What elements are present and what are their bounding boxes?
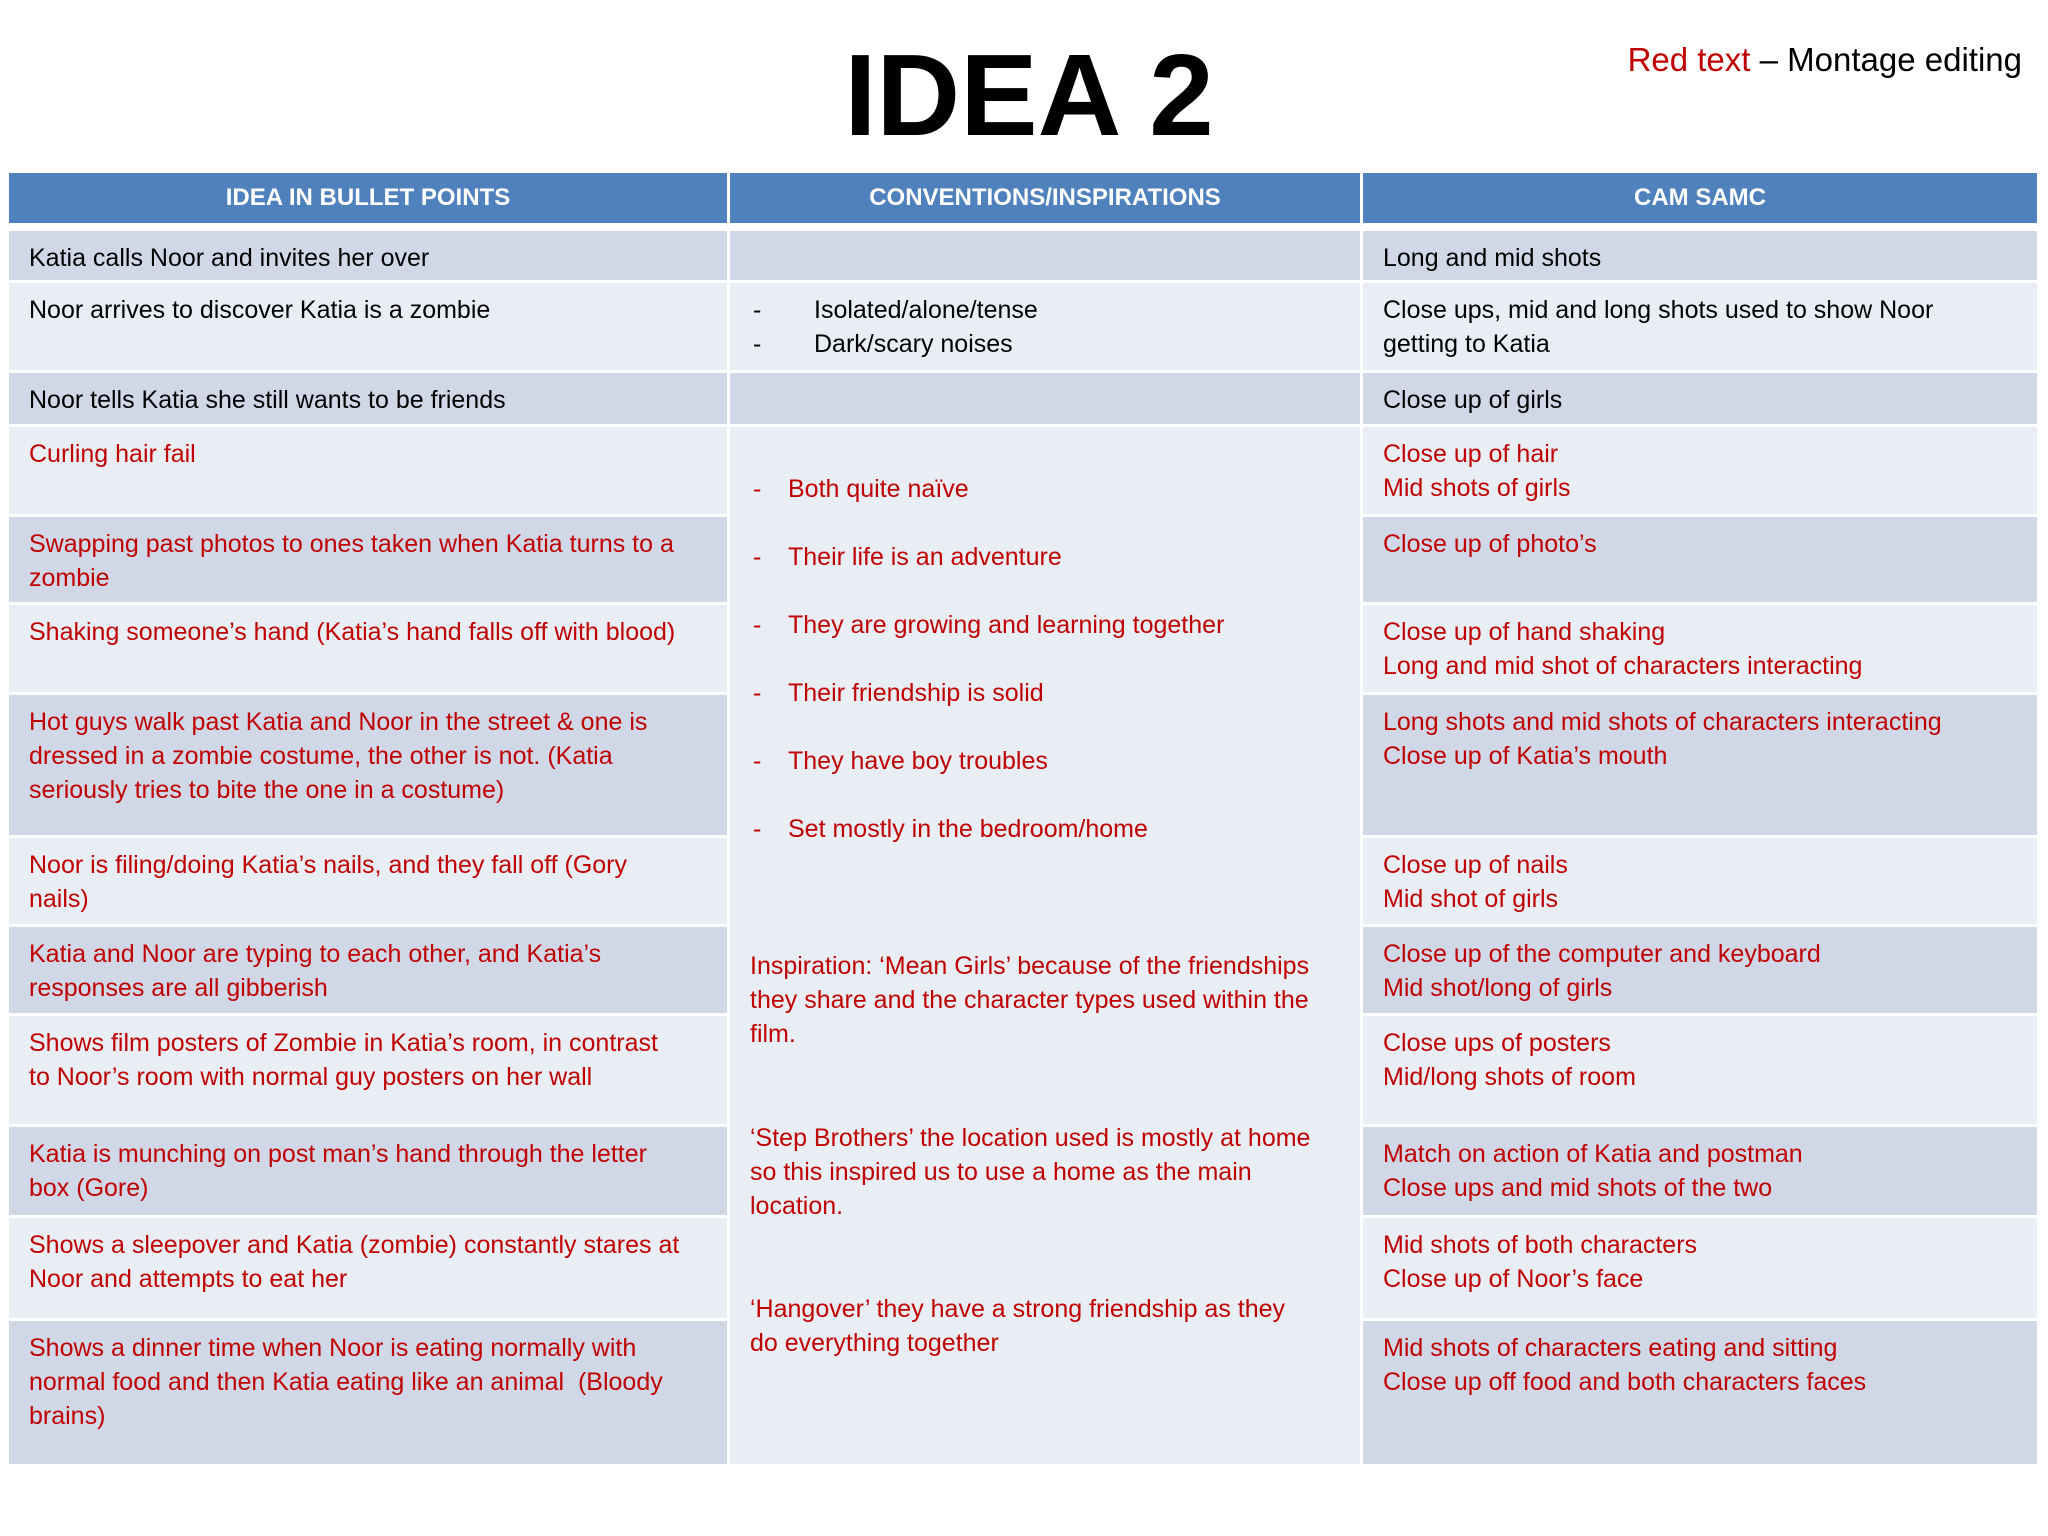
color-legend xyxy=(1628,40,2022,80)
cam-text-line: getting to Katia xyxy=(1383,330,1550,358)
cam-samc-cell xyxy=(1363,283,2037,370)
idea-cell xyxy=(9,517,727,602)
convention-bullet-item xyxy=(750,608,1340,642)
idea-text-line: zombie xyxy=(29,564,110,592)
idea-cell xyxy=(9,231,727,280)
header-cam-samc: CAM SAMC xyxy=(1363,173,2037,223)
bullet-dash: - xyxy=(753,296,762,324)
idea-text-line: Katia calls Noor and invites her over xyxy=(29,244,430,272)
idea-cell xyxy=(9,838,727,924)
cam-text-line: Close up of nails xyxy=(1383,851,1568,879)
cam-text-line: Close ups, mid and long shots used to show Noor xyxy=(1383,296,1934,324)
idea-text-line: brains) xyxy=(29,1402,106,1430)
slide-title: IDEA 2 xyxy=(844,30,1214,160)
cam-samc-cell xyxy=(1363,1218,2037,1318)
conventions-cell xyxy=(730,283,1360,370)
legend-red-label: Red text xyxy=(1627,41,1751,78)
convention-text: Both quite naïve xyxy=(788,475,969,503)
cam-text-line: Close up of hand shaking xyxy=(1383,618,1666,646)
convention-text: Their life is an adventure xyxy=(788,543,1062,571)
convention-bullet-item xyxy=(750,293,1340,327)
convention-text: They are growing and learning together xyxy=(788,611,1225,639)
idea-text-line: responses are all gibberish xyxy=(29,974,328,1002)
idea-text-line: Katia is munching on post man’s hand through the letter xyxy=(29,1140,647,1168)
cam-samc-cell xyxy=(1363,1016,2037,1124)
inspiration-paragraph xyxy=(750,1292,1340,1360)
idea-text-line: box (Gore) xyxy=(29,1174,149,1202)
cam-samc-cell xyxy=(1363,427,2037,514)
inspiration-text-line: so this inspired us to use a home as the main xyxy=(750,1158,1252,1186)
inspiration-text-line: Inspiration: ‘Mean Girls’ because of the friendships xyxy=(750,952,1310,980)
cam-samc-cell xyxy=(1363,1321,2037,1464)
cam-samc-cell xyxy=(1363,517,2037,602)
convention-bullet-item xyxy=(750,676,1340,710)
cam-text-line: Close up off food and both characters faces xyxy=(1383,1368,1867,1396)
cam-samc-cell xyxy=(1363,1127,2037,1215)
inspiration-text-line: film. xyxy=(750,1020,796,1048)
cam-text-line: Mid/long shots of room xyxy=(1383,1063,1636,1091)
idea-text-line: Noor arrives to discover Katia is a zombie xyxy=(29,296,491,324)
table-header xyxy=(9,173,2037,223)
inspiration-text-line: ‘Step Brothers’ the location used is mostly at home xyxy=(750,1124,1311,1152)
convention-bullet-item xyxy=(750,472,1340,506)
bullet-dash: - xyxy=(753,543,762,571)
bullet-dash: - xyxy=(753,679,762,707)
idea-text-line: Curling hair fail xyxy=(29,440,196,468)
cam-samc-cell xyxy=(1363,373,2037,424)
cam-text-line: Long shots and mid shots of characters interacting xyxy=(1383,708,1942,736)
convention-bullet-item xyxy=(750,812,1340,846)
idea-cell xyxy=(9,283,727,370)
idea-text-line: to Noor’s room with normal guy posters on her wall xyxy=(29,1063,593,1091)
idea-cell xyxy=(9,1321,727,1464)
idea-cell xyxy=(9,373,727,424)
idea-text-line: Shows a sleepover and Katia (zombie) constantly stares at xyxy=(29,1231,680,1259)
idea-text-line: Noor tells Katia she still wants to be friends xyxy=(29,386,506,414)
cam-text-line: Close up of photo’s xyxy=(1383,530,1597,558)
cam-text-line: Close up of Noor’s face xyxy=(1383,1265,1644,1293)
convention-text: They have boy troubles xyxy=(788,747,1048,775)
legend-description: – Montage editing xyxy=(1759,41,2022,78)
cam-samc-cell xyxy=(1363,605,2037,692)
convention-text: Their friendship is solid xyxy=(788,679,1044,707)
cam-text-line: Long and mid shots xyxy=(1383,244,1602,272)
idea-cell xyxy=(9,605,727,692)
cam-text-line: Close up of the computer and keyboard xyxy=(1383,940,1821,968)
idea-text-line: Noor is filing/doing Katia’s nails, and they fall off (Gory xyxy=(29,851,627,879)
cam-text-line: Match on action of Katia and postman xyxy=(1383,1140,1803,1168)
table-body xyxy=(9,231,2037,1464)
inspiration-text-line: do everything together xyxy=(750,1329,999,1357)
convention-text: Dark/scary noises xyxy=(814,330,1013,358)
cam-text-line: Close ups and mid shots of the two xyxy=(1383,1174,1773,1202)
idea-text-line: nails) xyxy=(29,885,89,913)
bullet-dash: - xyxy=(753,611,762,639)
idea-cell xyxy=(9,1016,727,1124)
cam-text-line: Long and mid shot of characters interacting xyxy=(1383,652,1863,680)
idea-text-line: Swapping past photos to ones taken when Katia turns to a xyxy=(29,530,674,558)
convention-text: Set mostly in the bedroom/home xyxy=(788,815,1148,843)
idea-cell xyxy=(9,427,727,514)
idea-cell xyxy=(9,695,727,835)
cam-text-line: Close ups of posters xyxy=(1383,1029,1611,1057)
inspiration-text-line: they share and the character types used within the xyxy=(750,986,1309,1014)
cam-text-line: Mid shot of girls xyxy=(1383,885,1559,913)
convention-bullet-item xyxy=(750,327,1340,361)
idea-text-line: Hot guys walk past Katia and Noor in the street & one is xyxy=(29,708,648,736)
cam-text-line: Close up of girls xyxy=(1383,386,1563,414)
cam-samc-cell xyxy=(1363,838,2037,924)
cam-text-line: Mid shot/long of girls xyxy=(1383,974,1613,1002)
cam-text-line: Mid shots of characters eating and sitting xyxy=(1383,1334,1838,1362)
header-idea-in-bullet-points: IDEA IN BULLET POINTS xyxy=(9,173,727,223)
idea-text-line: Shows a dinner time when Noor is eating normally with xyxy=(29,1334,637,1362)
cam-text-line: Close up of hair xyxy=(1383,440,1559,468)
inspiration-text-line: location. xyxy=(750,1192,844,1220)
cam-text-line: Mid shots of girls xyxy=(1383,474,1571,502)
cam-samc-cell xyxy=(1363,927,2037,1013)
convention-bullet-item xyxy=(750,540,1340,574)
conventions-cell xyxy=(730,231,1360,280)
idea-cell xyxy=(9,1218,727,1318)
convention-text: Isolated/alone/tense xyxy=(814,296,1038,324)
cam-samc-cell xyxy=(1363,695,2037,835)
inspiration-text-line: ‘Hangover’ they have a strong friendship as they xyxy=(750,1295,1286,1323)
inspiration-paragraph xyxy=(750,949,1340,1051)
conventions-merged-cell xyxy=(730,427,1360,1464)
bullet-dash: - xyxy=(753,815,762,843)
cam-text-line: Close up of Katia’s mouth xyxy=(1383,742,1668,770)
idea-text-line: Noor and attempts to eat her xyxy=(29,1265,348,1293)
conventions-cell xyxy=(730,373,1360,424)
idea-cell xyxy=(9,927,727,1013)
idea-text-line: seriously tries to bite the one in a costume) xyxy=(29,776,505,804)
inspiration-paragraph xyxy=(750,1121,1340,1223)
idea-text-line: Shaking someone’s hand (Katia’s hand falls off with blood) xyxy=(29,618,676,646)
idea-text-line: dressed in a zombie costume, the other is not. (Katia xyxy=(29,742,613,770)
bullet-dash: - xyxy=(753,475,762,503)
bullet-dash: - xyxy=(753,747,762,775)
idea-text-line: Katia and Noor are typing to each other, and Katia’s xyxy=(29,940,602,968)
idea-text-line: normal food and then Katia eating like an animal (Bloody xyxy=(29,1368,663,1396)
cam-samc-cell xyxy=(1363,231,2037,280)
cam-text-line: Mid shots of both characters xyxy=(1383,1231,1698,1259)
header-conventions-inspirations: CONVENTIONS/INSPIRATIONS xyxy=(730,173,1360,223)
convention-bullet-item xyxy=(750,744,1340,778)
bullet-dash: - xyxy=(753,330,762,358)
idea-text-line: Shows film posters of Zombie in Katia’s room, in contrast xyxy=(29,1029,658,1057)
idea-cell xyxy=(9,1127,727,1215)
